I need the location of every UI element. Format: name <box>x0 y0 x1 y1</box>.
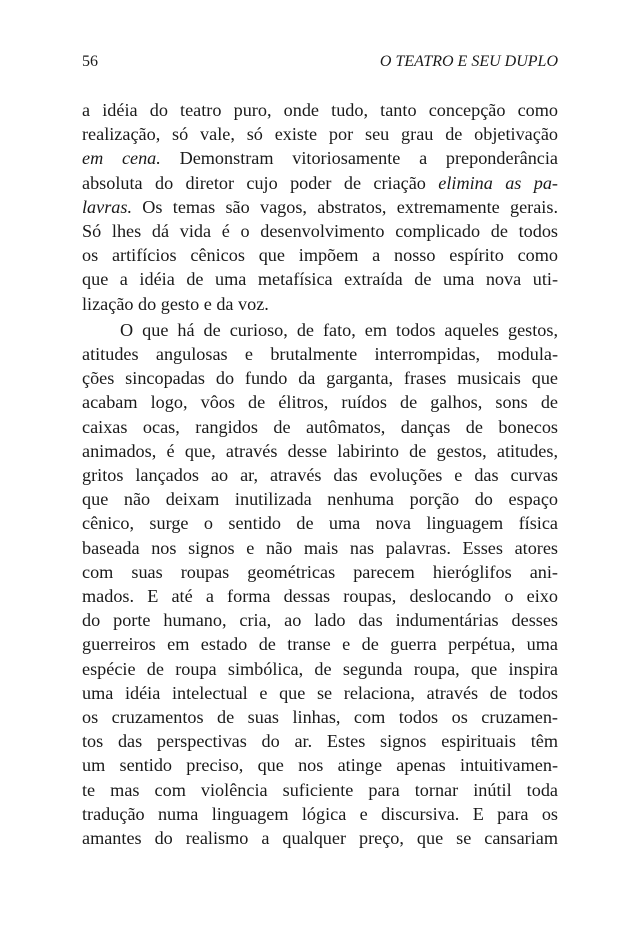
text-run: tos das perspectivas do ar. Estes signos espirituais têm <box>82 731 558 752</box>
text-line <box>82 267 558 291</box>
italic-text: em cena. <box>82 148 161 169</box>
text-line <box>82 219 558 243</box>
text-line <box>82 98 558 122</box>
text-run: que a idéia de uma metafísica extraída de uma nova uti- <box>82 269 558 290</box>
text-run: Demonstram vitoriosamente a preponderância <box>160 148 558 169</box>
text-line <box>82 632 558 656</box>
text-line <box>82 584 558 608</box>
text-line <box>82 681 558 705</box>
text-run: ções sincopadas do fundo da garganta, frases musicais que <box>82 368 558 389</box>
text-line <box>82 560 558 584</box>
text-line <box>82 171 558 195</box>
text-line <box>82 439 558 463</box>
italic-text: lavras. <box>82 196 133 217</box>
text-line <box>82 802 558 826</box>
text-run: gritos lançados ao ar, através das evoluções e das curvas <box>82 465 558 486</box>
text-line <box>82 511 558 535</box>
text-run: Os temas são vagos, abstratos, extremamente gerais. <box>132 196 558 217</box>
running-header <box>82 52 558 72</box>
text-line <box>82 778 558 802</box>
text-line <box>82 753 558 777</box>
text-run: um sentido preciso, que nos atinge apenas intuitivamen- <box>82 755 558 776</box>
italic-text: elimina as pa- <box>438 172 558 193</box>
text-line <box>82 657 558 681</box>
text-run: O que há de curioso, de fato, em todos aqueles gestos, <box>120 319 558 340</box>
text-run: realização, só vale, só existe por seu grau de objetivação <box>82 124 558 145</box>
text-line <box>82 463 558 487</box>
text-run: lização do gesto e da voz. <box>82 293 269 314</box>
text-line <box>82 487 558 511</box>
text-line <box>82 122 558 146</box>
text-run: atitudes angulosas e brutalmente interrompidas, modula- <box>82 344 558 365</box>
text-line <box>82 195 558 219</box>
text-run: tradução numa linguagem lógica e discursiva. E para os <box>82 803 558 824</box>
text-run: absoluta do diretor cujo poder de criação <box>82 172 439 193</box>
text-line <box>82 146 558 170</box>
paragraph <box>82 318 558 850</box>
text-run: a idéia do teatro puro, onde tudo, tanto concepção como <box>82 100 558 120</box>
text-line <box>82 705 558 729</box>
book-page <box>82 52 558 850</box>
text-run: mados. E até a forma dessas roupas, deslocando o eixo <box>82 586 558 607</box>
text-run: acabam logo, vôos de élitros, ruídos de galhos, sons de <box>82 392 558 413</box>
text-run: caixas ocas, rangidos de autômatos, danças de bonecos <box>82 416 558 437</box>
body-text <box>82 98 558 850</box>
text-line <box>82 536 558 560</box>
text-run: te mas com violência suficiente para tornar inútil toda <box>82 779 558 800</box>
paragraph <box>82 98 558 316</box>
text-run: baseada nos signos e não mais nas palavras. Esses atores <box>82 537 558 558</box>
text-run: espécie de roupa simbólica, de segunda roupa, que inspira <box>82 658 558 679</box>
text-run: com suas roupas geométricas parecem hieróglifos ani- <box>82 561 558 582</box>
text-run: os cruzamentos de suas linhas, com todos os cruzamen- <box>82 707 558 728</box>
text-run: que não deixam inutilizada nenhuma porção do espaço <box>82 489 558 510</box>
text-run: amantes do realismo a qualquer preço, que se cansariam <box>82 828 558 849</box>
text-run: animados, é que, através desse labirinto de gestos, atitudes, <box>82 440 558 461</box>
running-title: O TEATRO E SEU DUPLO <box>379 53 558 70</box>
text-line <box>82 415 558 439</box>
text-run: Só lhes dá vida é o desenvolvimento complicado de todos <box>82 221 558 242</box>
text-line <box>82 390 558 414</box>
text-line <box>82 729 558 753</box>
text-line <box>82 608 558 632</box>
text-line <box>82 366 558 390</box>
text-line <box>82 243 558 267</box>
text-run: uma idéia intelectual e que se relaciona, através de todos <box>82 682 558 703</box>
text-line <box>82 342 558 366</box>
text-run: do porte humano, cria, ao lado das indumentárias desses <box>82 610 558 631</box>
text-run: cênico, surge o sentido de uma nova linguagem física <box>82 513 558 534</box>
text-run: guerreiros em estado de transe e de guerra perpétua, uma <box>82 634 558 655</box>
text-line <box>82 826 558 850</box>
text-line <box>82 292 558 316</box>
page-number: 56 <box>82 53 98 70</box>
text-run: os artifícios cênicos que impõem a nosso espírito como <box>82 245 558 266</box>
text-line <box>82 318 558 342</box>
